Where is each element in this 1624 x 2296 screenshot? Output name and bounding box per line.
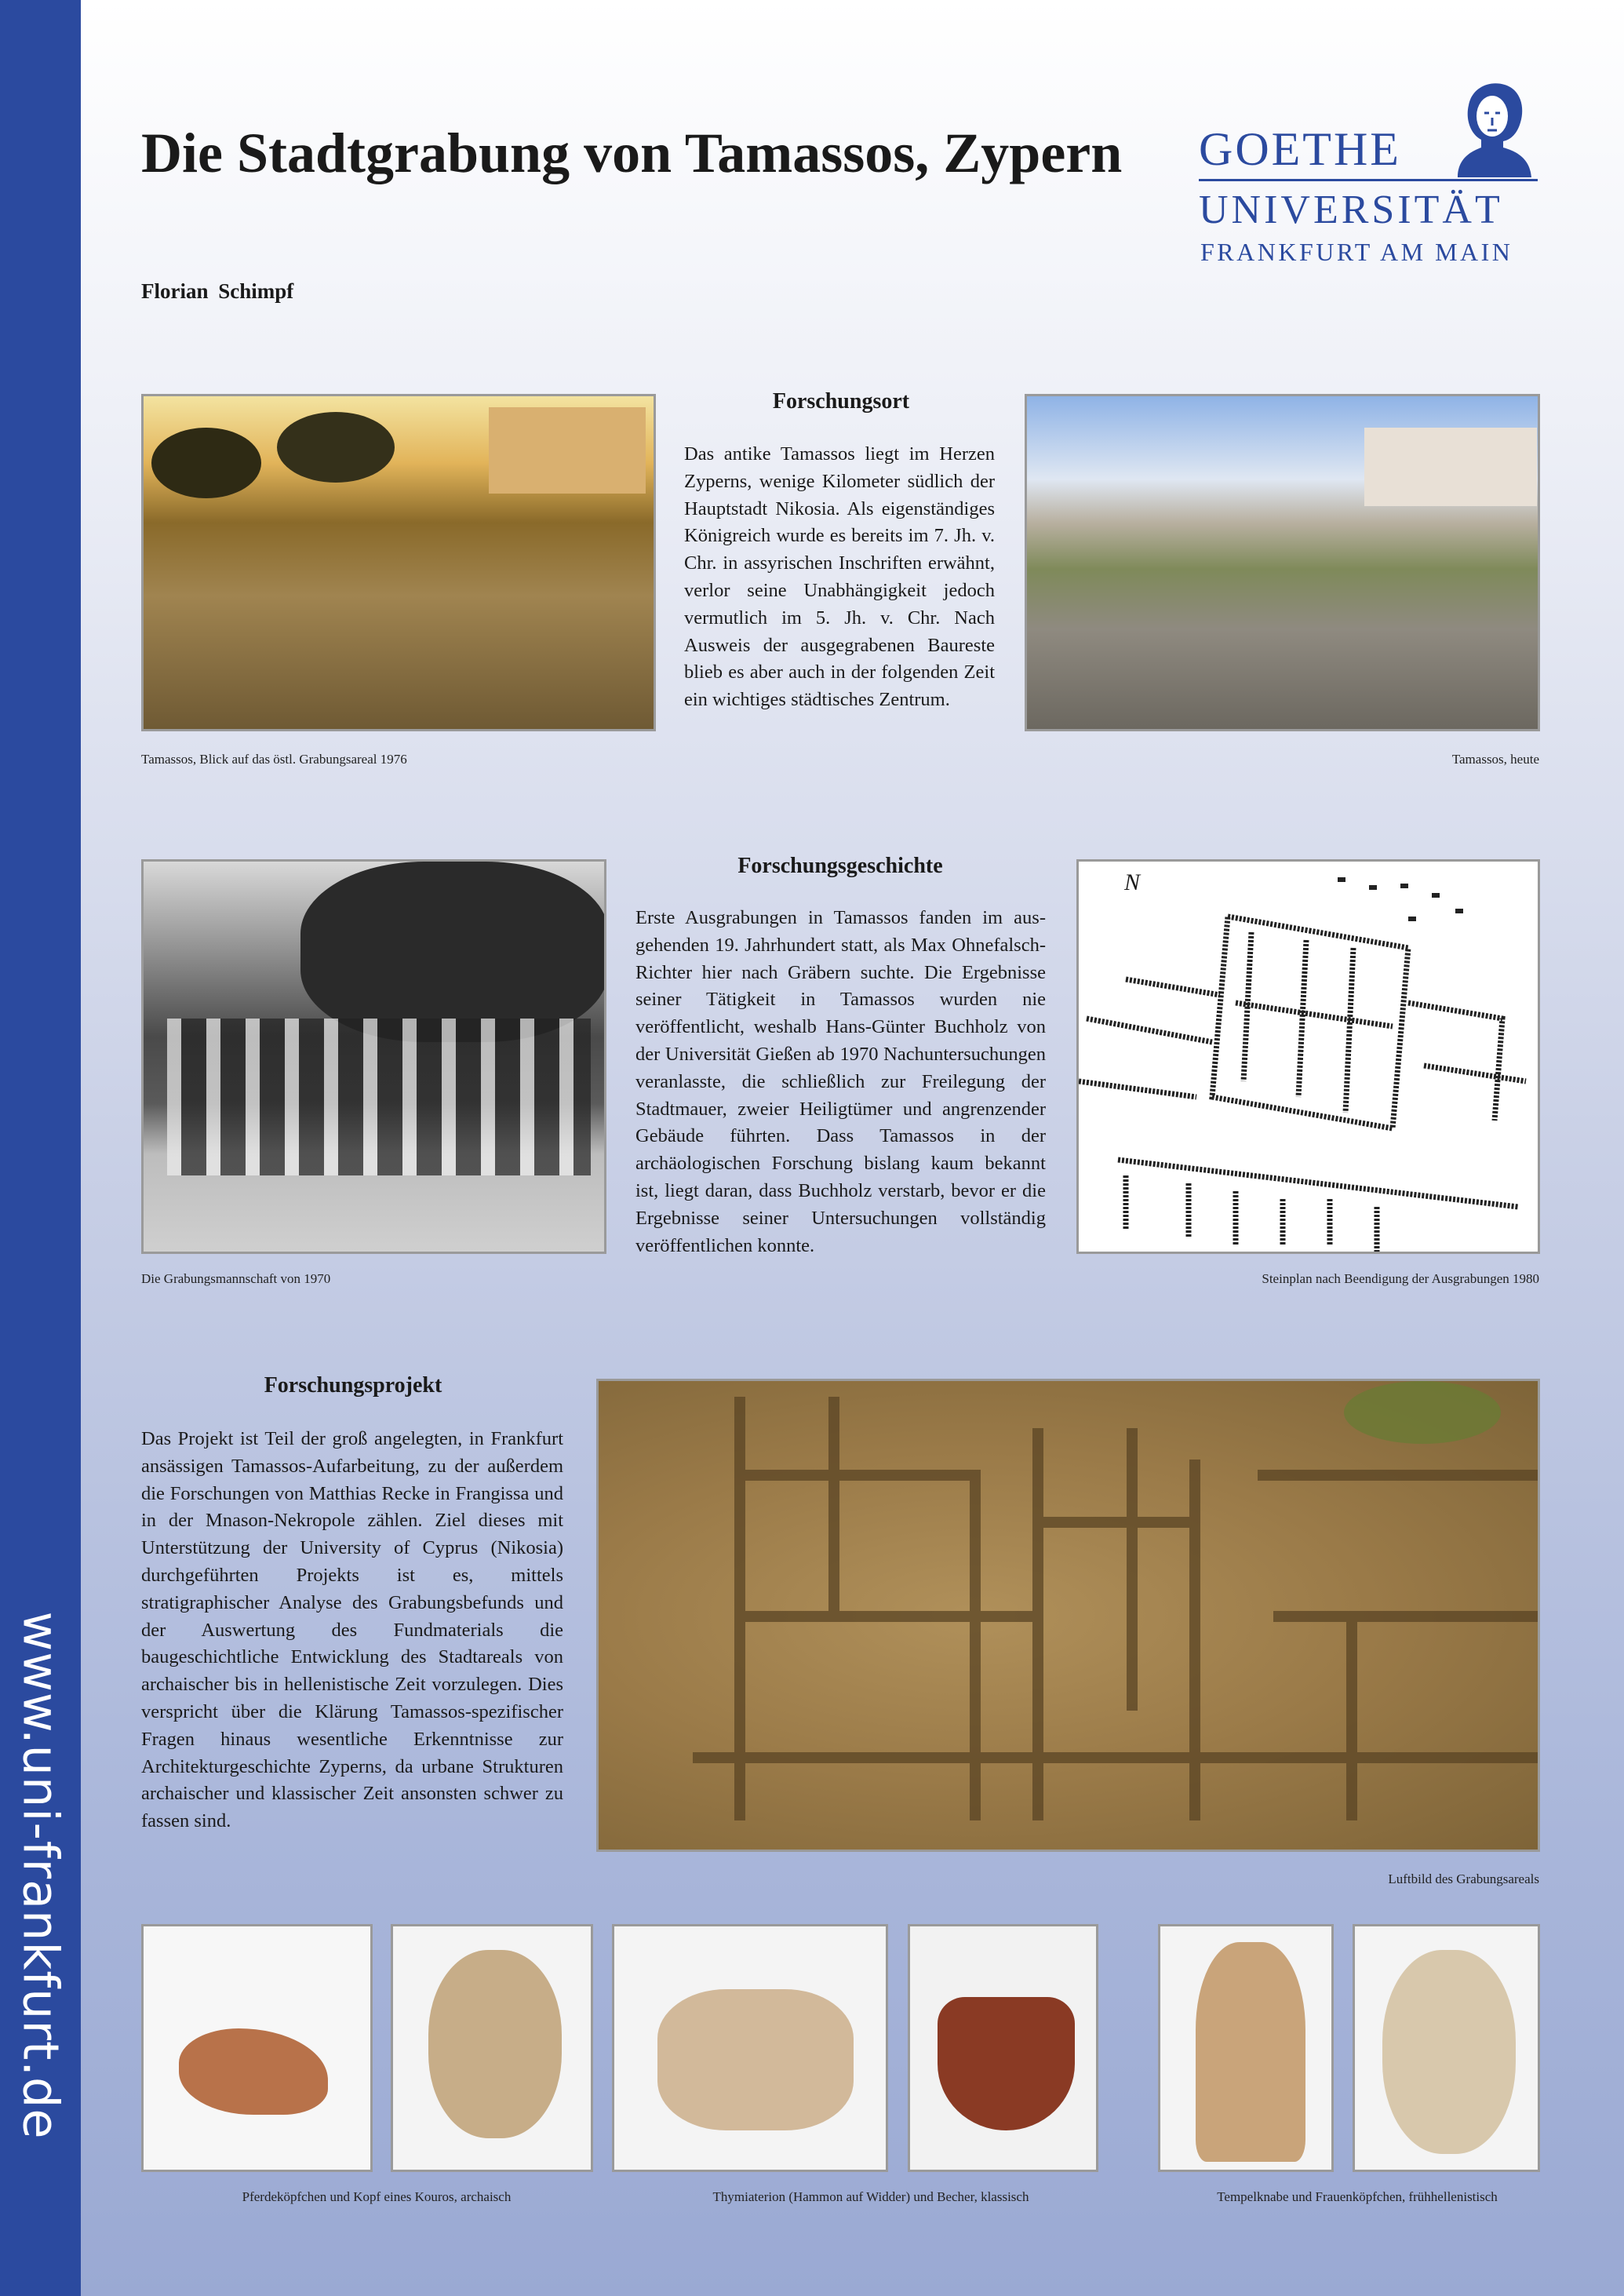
- logo-divider: [1199, 179, 1538, 181]
- find-horse-head: [141, 1924, 373, 2172]
- caption-team-1970: Die Grabungsmannschaft von 1970: [141, 1271, 331, 1286]
- website-url: www.uni-frankfurt.de: [12, 1611, 70, 2140]
- find-female-head: [1353, 1924, 1540, 2172]
- caption-photo-today: Tamassos, heute: [1451, 752, 1539, 767]
- goethe-portrait-icon: [1442, 78, 1538, 177]
- aerial-photo-excavation: [596, 1379, 1540, 1852]
- text-forschungsprojekt: Das Projekt ist Teil der groß angelegten, in Frankfurt ansässigen Tamassos-Aufarbeitung, zu der außerdem die Forschungen von Matthias Recke in Frangissa und in der Mnason-Nekropole zählen. Ziel dieses mit Unterstützung der University of Cyprus (Nikosia) durchgeführten Projekts ist es, mittels stratigraphischer Analyse des Grabungsbefunds und der Auswertung des Fundmaterials die baugeschichtliche Entwicklung des Stadtareals von archaischer bis in hellenistische Zeit vorzulegen. Dies verspricht über die Klärung Tamassos-spezifischer Fragen hinaus wesentliche Erkenntnisse zur Architekturgeschichte Zyperns, da urbane Strukturen archaischer und klassischer Zeit ansonsten schwer zu fassen sind.: [141, 1428, 563, 1832]
- sidebar-band: [0, 0, 81, 2296]
- caption-finds-archaic: Pferdeköpfchen und Kopf eines Kouros, archaisch: [242, 2189, 512, 2204]
- caption-aerial-photo: Luftbild des Grabungsareals: [1388, 1871, 1539, 1886]
- heading-forschungsprojekt: Forschungsprojekt: [264, 1373, 442, 1398]
- caption-photo-1976: Tamassos, Blick auf das östl. Grabungsareal 1976: [141, 752, 407, 767]
- caption-finds-classical: Thymiaterion (Hammon auf Widder) und Becher, klassisch: [712, 2189, 1029, 2204]
- photo-tamassos-today: [1025, 394, 1540, 731]
- caption-site-plan: Steinplan nach Beendigung der Ausgrabungen 1980: [1262, 1271, 1539, 1286]
- find-cup: [908, 1924, 1098, 2172]
- find-kouros-head: [391, 1924, 593, 2172]
- author: Florian Schimpf: [141, 279, 294, 303]
- photo-excavation-1976: [141, 394, 656, 731]
- text-forschungsort: Das antike Tamassos liegt im Herzen Zyperns, wenige Kilometer südlich der Hauptstadt Nikosia. Als eigenständiges Königreich wurde es bereits im 7. Jh. v. Chr. in assyrischen Inschriften erwähnt, verlor seine Unabhängigkeit jedoch vermutlich im 5. Jh. v. Chr. Nach Ausweis der ausgegrabenen Baureste blieb es aber auch in der folgenden Zeit ein wichtiges städtisches Zentrum.: [684, 443, 995, 711]
- university-logo: [1199, 75, 1544, 272]
- plan-drawing: [1079, 862, 1538, 1252]
- heading-forschungsort: Forschungsort: [772, 389, 910, 414]
- north-arrow-label: N: [1124, 869, 1141, 895]
- text-forschungsgeschichte: Erste Ausgrabungen in Tamassos fanden im ausgehenden 19. Jahrhundert statt, als Max Ohnefalsch-Richter hier nach Gräbern suchte. Die Ergebnisse seiner Tätigkeit in Tamassos wurden nie veröffentlicht, weshalb Hans-Günter Buchholz von der Universität Gießen ab 1970 Nachuntersuchungen veranlasste, die schließlich zur Freilegung der Stadtmauer, zweier Heiligtümer und angrenzender Gebäude führten. Dass Tamassos in der archäologischen Forschung bislang kaum bekannt ist, liegt daran, dass Buchholz verstarb, bevor er die Ergebnisse seiner Untersuchungen vollständig veröffentlichen konnte.: [635, 907, 1046, 1256]
- find-temple-boy: [1158, 1924, 1334, 2172]
- find-thymiaterion: [612, 1924, 888, 2172]
- heading-forschungsgeschichte: Forschungsgeschichte: [737, 854, 943, 878]
- aerial-walls: [599, 1381, 1538, 1850]
- logo-line2: UNIVERSITÄT: [1199, 188, 1503, 232]
- caption-finds-hellenistic: Tempelknabe und Frauenköpfchen, frühhellenistisch: [1217, 2189, 1498, 2204]
- logo-line1: GOETHE: [1199, 123, 1401, 175]
- site-plan-1980: [1076, 859, 1540, 1254]
- page-title: Die Stadtgrabung von Tamassos, Zypern: [141, 122, 1123, 184]
- logo-line3: FRANKFURT AM MAIN: [1200, 238, 1513, 266]
- photo-excavation-team-1970: [141, 859, 606, 1254]
